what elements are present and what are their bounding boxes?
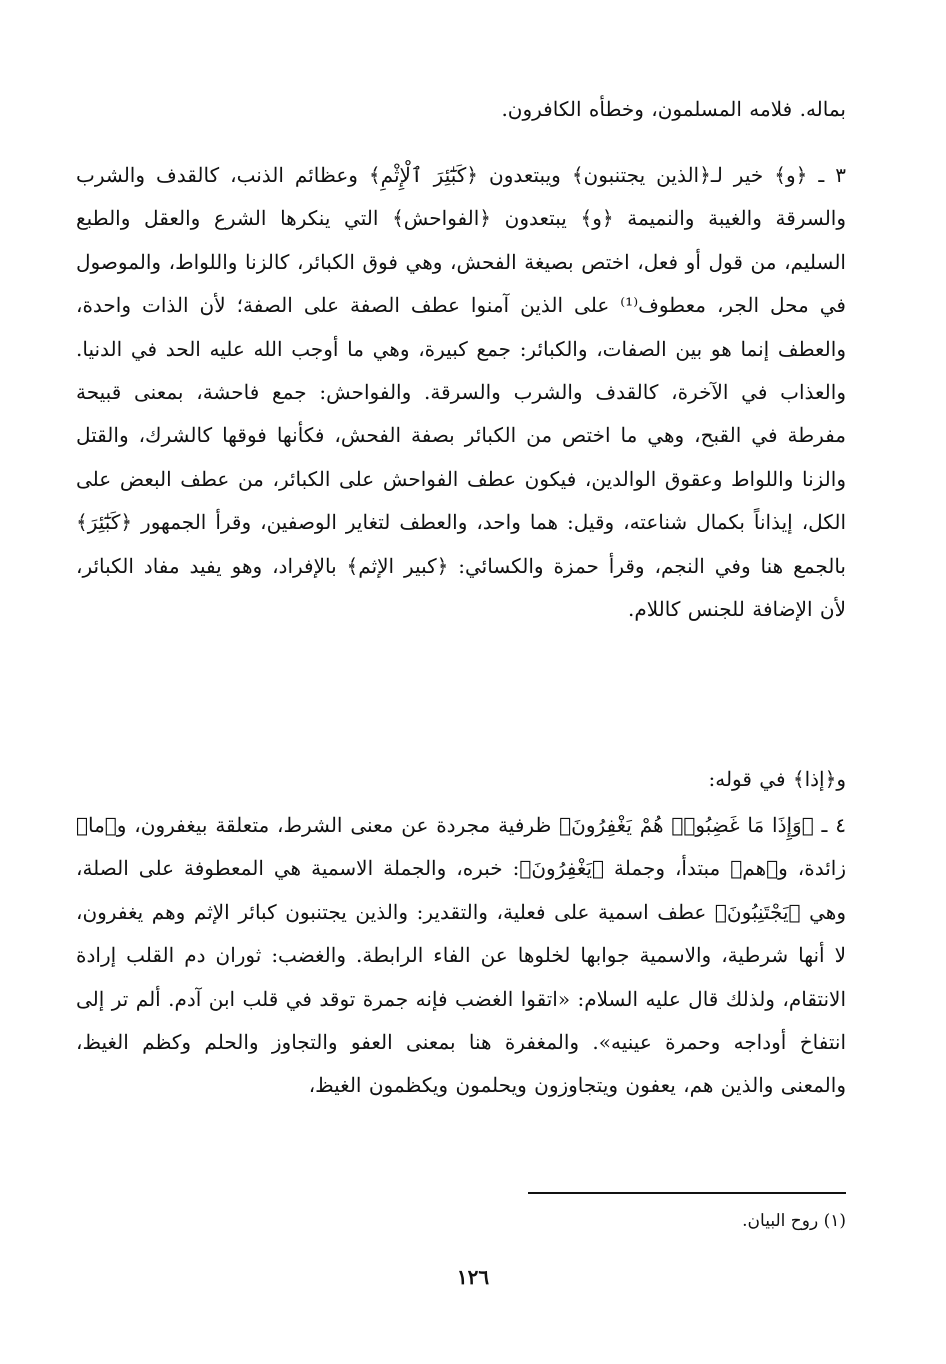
paragraph-transition: و﴿إذا﴾ في قوله: <box>708 767 846 791</box>
paragraph-verse-4-commentary: ٤ ـ ﴿وَإِذَا مَا غَضِبُوا۟ هُمْ يَغْفِرُونَ﴾ ظرفية مجردة عن معنى الشرط، متعلقة بيغفرون، و﴿ما﴾ زائدة، و﴿هم﴾ مبتدأ، وجملة ﴿يَغْفِرُونَ﴾: خبره، والجملة الاسمية هي المعطوفة على الصلة، وهي ﴿يَجْتَنِبُونَ﴾ عطف اسمية على فعلية، والتقدير: والذين يجتنبون كبائر الإثم وهم يغفرون، لا أنها شرطية، والاسمية جوابها لخلوها عن الفاء الرابطة. والغضب: ثوران دم القلب إرادة الانتقام، ولذلك قال عليه السلام: «اتقوا الغضب فإنه جمرة توقد في قلب ابن آدم. ألم تر إلى انتفاخ أوداجه وحمرة عينيه». والمغفرة هنا بمعنى العفو والتجاوز والحلم وكظم الغيظ، والمعنى والذين هم، يعفون ويتجاوزون ويحلمون ويكظمون الغيظ، <box>76 813 846 1098</box>
footnote: (١) روح البيان. <box>742 1211 846 1231</box>
paragraph-intro: بماله. فلامه المسلمون، وخطأه الكافرون. <box>501 97 846 121</box>
footnote-divider <box>528 1192 846 1194</box>
paragraph-verse-3-commentary: ٣ ـ ﴿و﴾ خير لـ﴿الذين يجتنبون﴾ ويبتعدون ﴿كَبَٰٓئِرَ ٱلْإِثْمِ﴾ وعظائم الذنب، كالقدف والشرب والسرقة والغيبة والنميمة ﴿و﴾ يبتعدون ﴿الفواحش﴾ التي ينكرها الشرع والعقل والطبع السليم، من قول أو فعل، اختص بصيغة الفحش، وهي فوق الكبائر، كالزنا واللواط، والموصول في محل الجر، معطوف⁽¹⁾ على الذين آمنوا عطف الصفة على الصفة؛ لأن الذات واحدة، والعطف إنما هو بين الصفات، والكبائر: جمع كبيرة، وهي ما أوجب الله عليه الحد في الدنيا. والعذاب في الآخرة، كالقدف والشرب والسرقة. والفواحش: جمع فاحشة، بمعنى قبيحة مفرطة في القبح، وهي ما اختص من الكبائر بصفة الفحش، فكأنها فوقها كالشرك، والقتل والزنا واللواط وعقوق الوالدين، فيكون عطف الفواحش على الكبائر، من عطف البعض على الكل، إيذاناً بكمال شناعته، وقيل: هما واحد، والعطف لتغاير الوصفين، وقرأ الجمهور ﴿كَبَٰٓئِرَ﴾ بالجمع هنا وفي النجم، وقرأ حمزة والكسائي: ﴿كبير الإثم﴾ بالإفراد، وهو يفيد مفاد الكبائر، لأن الإضافة للجنس كاللام. <box>76 163 846 622</box>
page-number: ١٢٦ <box>456 1265 490 1289</box>
